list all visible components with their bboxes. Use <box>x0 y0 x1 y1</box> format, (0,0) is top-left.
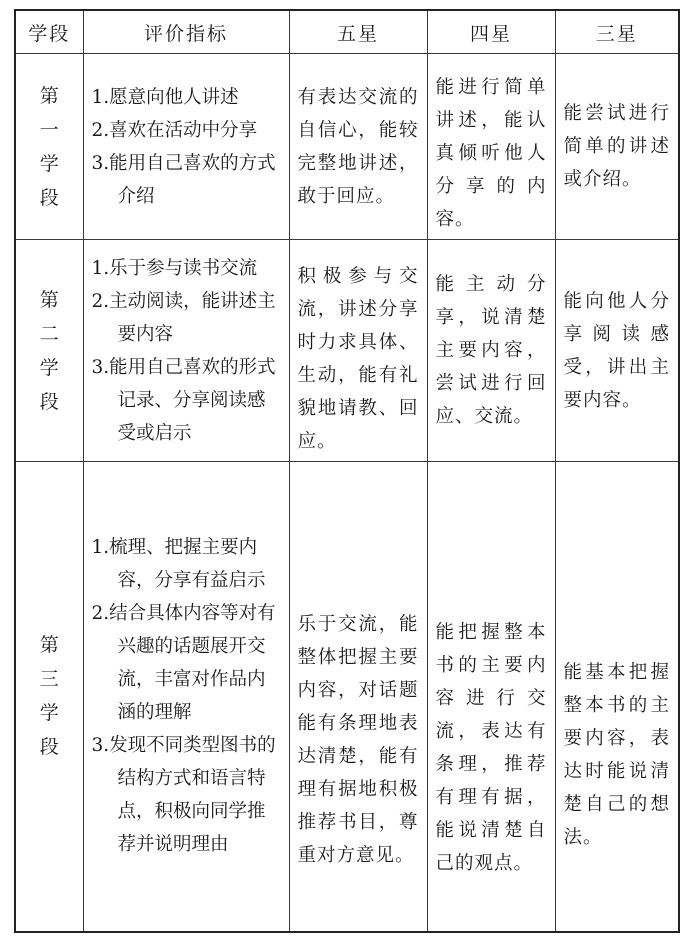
indicator-cell <box>83 240 289 462</box>
stage-cell <box>15 240 83 462</box>
indicator-cell <box>83 462 289 932</box>
stage-char: 一 <box>39 118 59 141</box>
indicator-item: 3.发现不同类型图书的结构方式和语言特点，积极向同学推荐并说明理由 <box>91 735 276 856</box>
indicator-item: 3.能用自己喜欢的方式介绍 <box>91 152 276 207</box>
five-star-cell: 有表达交流的自信心，能较完整地讲述，敢于回应。 <box>289 54 427 240</box>
header-indicator: 评价指标 <box>83 10 289 54</box>
indicator-item: 1.梳理、把握主要内容，分享有益启示 <box>91 537 266 592</box>
stage-char: 段 <box>39 186 59 209</box>
four-star-cell: 能进行简单讲述，能认真倾听他人分享的内容。 <box>427 54 555 240</box>
stage-char: 第 <box>39 634 59 657</box>
stage-cell <box>15 54 83 240</box>
table-row <box>15 54 679 240</box>
stage-cell <box>15 462 83 932</box>
header-row <box>15 10 679 54</box>
indicator-item: 2.结合具体内容等对有兴趣的话题展开交流，丰富对作品内涵的理解 <box>91 603 276 724</box>
table-row <box>15 462 679 932</box>
header-stage: 学段 <box>15 10 83 54</box>
indicator-item: 2.喜欢在活动中分享 <box>91 119 258 141</box>
indicator-cell <box>83 54 289 240</box>
five-star-cell: 积极参与交流，讲述分享时力求具体、生动，能有礼貌地请教、回应。 <box>289 240 427 462</box>
indicator-item: 1.乐于参与读书交流 <box>91 257 258 279</box>
stage-char: 第 <box>39 288 59 311</box>
five-star-cell: 乐于交流，能整体把握主要内容，对话题能有条理地表达清楚，能有理有据地积极推荐书目，尊重对方意见。 <box>289 462 427 932</box>
stage-char: 学 <box>39 702 59 725</box>
three-star-cell: 能尝试进行简单的讲述或介绍。 <box>555 54 679 240</box>
four-star-cell: 能主动分享，说清楚主要内容，尝试进行回应、交流。 <box>427 240 555 462</box>
stage-char: 第 <box>39 84 59 107</box>
indicator-item: 2.主动阅读，能讲述主要内容 <box>91 290 276 345</box>
stage-char: 三 <box>39 668 59 691</box>
four-star-cell: 能把握整本书的主要内容进行交流，表达有条理，推荐有理有据，能说清楚自己的观点。 <box>427 462 555 932</box>
stage-char: 二 <box>39 322 59 345</box>
stage-char: 学 <box>39 356 59 379</box>
header-five-star: 五星 <box>289 10 427 54</box>
evaluation-table <box>14 9 680 933</box>
header-four-star: 四星 <box>427 10 555 54</box>
header-three-star: 三星 <box>555 10 679 54</box>
table-row <box>15 240 679 462</box>
stage-char: 段 <box>39 390 59 413</box>
stage-char: 学 <box>39 152 59 175</box>
three-star-cell: 能向他人分享阅读感受，讲出主要内容。 <box>555 240 679 462</box>
three-star-cell: 能基本把握整本书的主要内容，表达时能说清楚自己的想法。 <box>555 462 679 932</box>
indicator-item: 1.愿意向他人讲述 <box>91 86 239 108</box>
indicator-item: 3.能用自己喜欢的形式记录、分享阅读感受或启示 <box>91 356 276 444</box>
stage-char: 段 <box>39 736 59 759</box>
